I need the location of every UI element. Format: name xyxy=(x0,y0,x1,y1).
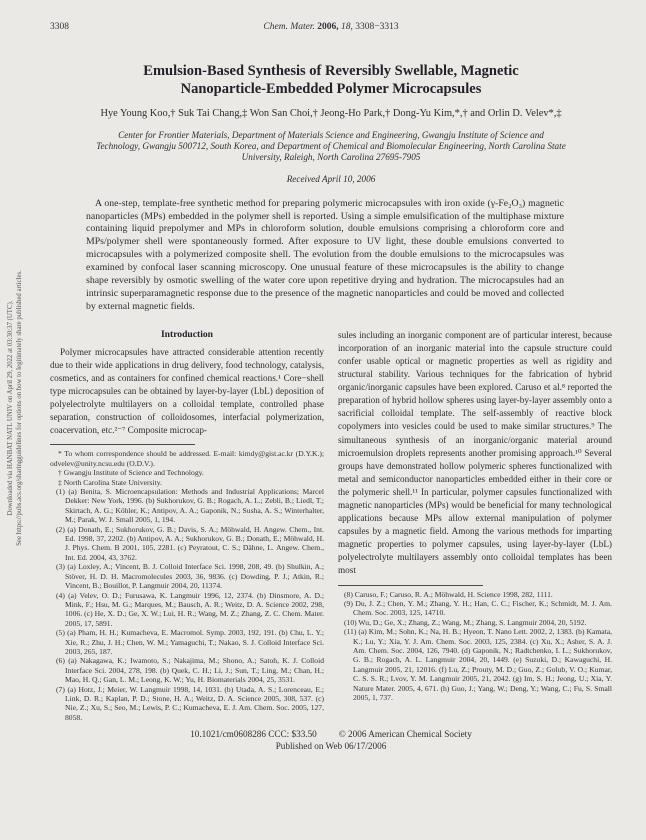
reference-10: (10) Wu, D.; Ge, X.; Zhang, Z.; Wang, M.; Zhang, S. Langmuir 2004, 20, 5192. xyxy=(344,617,587,627)
footnotes-left xyxy=(50,449,324,722)
section-heading-introduction: Introduction xyxy=(160,328,214,340)
reference-8: (8) Caruso, F.; Caruso, R. A.; Möhwald, H. Science 1998, 282, 1111. xyxy=(344,589,553,599)
journal-volume: 18, xyxy=(340,22,353,32)
footnote-rule-left xyxy=(50,444,195,445)
abstract: A one-step, template-free synthetic method for preparing polymeric microcapsules with iron oxide (γ-Fe₂O₃) magnetic nanoparticles (MPs) embedded in the polymer shell is reported. Using a simple emulsification of the multiphase mixture containing liquid prepolymer and MPs in chloroform solution, double emulsions comprising a chloroform core and MPs/polymer shell were spontaneously formed. After exposure to UV light, these double emulsions converted to microcapsules with a polymerized composite shell. The evolution from the double emulsions to the microcapsules was examined by confocal laser scanning microscopy. One unusual feature of these microcapsules is the ability to change shape reversibly by osmotic swelling of the water core upon repetitive drying and hydration. The microcapsules had an intrinsic superparamagnetic response due to the presence of the magnetic nanoparticles and could be moved and collected by external magnetic fields. xyxy=(86,197,564,312)
body-columns xyxy=(50,329,612,722)
page-number: 3308 xyxy=(50,22,69,32)
reference-7: (7) (a) Hotz, J.; Meier, W. Langmuir 1998, 14, 1031. (b) Utada, A. S.; Lorenceau, E.; Link, D. R.; Kaplan, P. D.; Stone, H. A.; Weitz, D. A. Science 2005, 308, 537. (c) Nie, Z.; Xu, S.; Seo, M.; Lewis, P. C.; Kumacheva, E. J. Am. Chem. Soc. 2005, 127, 8058. xyxy=(56,684,324,722)
reference-9: (9) Du, J. Z.; Chen, Y. M.; Zhang, Y. H.; Han, C. C.; Fischer, K.; Schmidt, M. J. Am. Chem. Soc. 2003, 125, 14710. xyxy=(344,598,612,618)
author-list: Hye Young Koo,† Suk Tai Chang,‡ Won San Choi,† Jeong-Ho Park,† Dong-Yu Kim,*,† and Orlin D. Velev*,‡ xyxy=(100,108,562,119)
page-footer xyxy=(50,729,612,752)
sharing-notice: See https://pubs.acs.org/sharingguidelines for options on how to legitimately share published articles. xyxy=(16,270,23,546)
intro-continuation-paragraph: sules including an inorganic component are of particular interest, because incorporation of an inorganic material into the capsule structure could confer usable optical or magnetic properties as well as rigidity and structural stability. Various techniques for the fabrication of hybrid organic/inorganic capsules have been explored. Caruso et al.⁸ reported the preparation of hybrid hollow spheres using layer-by-layer assembly onto a sacrificial colloidal template. The self-assembly of reactive block copolymers into vesicles could be used to make similar structures.⁹ The simultaneous synthesis of an inorganic/organic material around microemulsion droplets represents another promising approach.¹⁰ Several groups have demonstrated hollow polymeric spheres functionalized with metal and semiconductor nanoparticles embedded either in their core or the polymeric shell.¹¹ In particular, polymer capsules functionalized with magnetic nanoparticles (MPs) would be beneficial for many technological applications because MPs allow external manipulation of polymer capsules by a magnetic field. Among the various methods for imparting magnetic properties to polymer capsules, using layer-by-layer (LbL) polyelectrolyte multilayers assembly onto colloidal templates has been most xyxy=(338,329,612,576)
received-date: Received April 10, 2006 xyxy=(286,173,376,184)
right-column xyxy=(338,329,612,722)
published-on-web: Published on Web 06/17/2006 xyxy=(275,740,387,751)
affiliation: Center for Frontier Materials, Department of Materials Science and Engineering, Gwangju Institute of Science and Technology, Gwangju 500712, South Korea, and Department of Chemical and Biomolecular Engineering, North Carolina State University, Raleigh, North Carolina 27695-7905 xyxy=(96,130,566,163)
affiliation-note-dagger: † Gwangju Institute of Science and Technology. xyxy=(58,468,204,478)
doi-ccc: 10.1021/cm0608286 CCC: $33.50 xyxy=(190,729,317,740)
reference-4: (4) (a) Velev, O. D.; Furusawa, K. Langmuir 1996, 12, 2374. (b) Dinsmore, A. D.; Mink, F.; Hsu, M. G.; Marques, M.; Bausch, A. R.; Weitz, D. A. Science 2002, 298, 1006. (c) He, X. D.; Ge, X. W.; Lui, H. R.; Wang, M. Z.; Zhang, Z. C. Chem. Mater. 2005, 17, 5891. xyxy=(56,590,324,628)
footnote-rule-right xyxy=(338,585,483,586)
reference-3: (3) (a) Loxley, A.; Vincent, B. J. Colloid Interface Sci. 1998, 208, 49. (b) Shulkin, A.; Stöver, H. D. H. Macromolecules 2003, 36, 9836. (c) Dowding, P. J.; Atkin, R.; Vincent, B.; Bouillot, P. Langmuir 2004, 20, 11374. xyxy=(56,562,324,591)
journal-pages: 3308−3313 xyxy=(355,22,399,32)
reference-2: (2) (a) Donath, E.; Sukhorukov, G. B.; Davis, S. A.; Möhwald, H. Angew. Chem., Int. Ed. 1998, 37, 2202. (b) Antipov, A. A.; Sukhorukov, G. B.; Donath, E.; Möhwald, H. J. Phys. Chem. B 2001, 105, 2281. (c) Peyratout, C. S.; Dähne, L. Angew. Chem., Int. Ed. 2004, 43, 3762. xyxy=(56,524,324,562)
reference-11: (11) (a) Kim, M.; Sohn, K.; Na, H. B.; Hyeon, T. Nano Lett. 2002, 2, 1383. (b) Kamata, K.; Lu, Y.; Xia, Y. J. Am. Chem. Soc. 2003, 125, 2384. (c) Xu, X.; Asher, S. A. J. Am. Chem. Soc. 2004, 126, 7940. (d) Gaponik, N.; Radtchenko, I. L.; Sukhorukov, G. B.; Rogach, A. L. Langmuir 2004, 20, 1449. (e) Suzuki, D.; Kawaguchi, H. Langmuir 2005, 21, 12016. (f) Lu, Z.; Prouty, M. D.; Guo, Z.; Golub, V. O.; Kumar, C. S. S. R.; Lvov, Y. M. Langmuir 2005, 21, 2042. (g) Im, S. H.; Jeong, U.; Xia, Y. Nature Mater. 2005, 4, 671. (h) Guo, J.; Yang, W.; Deng, Y.; Wang, C.; Fu, S. Small 2005, 1, 737. xyxy=(344,627,612,703)
reference-1: (1) (a) Benita, S. Microencapsulation: Methods and Industrial Applications; Marcel Dekker: New York, 1996. (b) Sukhorukov, G. B.; Rogach, A. L.; Zebli, B.; Liedl, T.; Skirtach, A. G.; Köhler, K.; Antipov, A. A.; Gaponik, N.; Susha, A. S.; Winterhalter, M.; Parak, W. J. Small 2005, 1, 194. xyxy=(56,487,324,525)
footnotes-right xyxy=(338,590,612,703)
copyright: © 2006 American Chemical Society xyxy=(338,729,472,740)
left-column xyxy=(50,329,324,722)
doi-copyright-line xyxy=(50,729,612,741)
reference-5: (5) (a) Pham, H. H.; Kumacheva, E. Macromol. Symp. 2003, 192, 191. (b) Chu, L. Y.; Xie, R.; Zhu, J. H.; Chen, W. M.; Yamaguchi, T.; Nakao, S. J. Colloid Interface Sci. 2003, 265, 187. xyxy=(56,628,324,656)
journal-year: 2006, xyxy=(317,22,339,32)
journal-name: Chem. Mater. xyxy=(263,22,315,32)
affiliation-note-double-dagger: ‡ North Carolina State University. xyxy=(58,477,162,487)
running-head xyxy=(50,22,612,32)
journal-citation xyxy=(263,22,398,32)
article-title: Emulsion-Based Synthesis of Reversibly Swellable, Magnetic Nanoparticle-Embedded Polymer Microcapsules xyxy=(143,63,519,97)
correspondence-note: * To whom correspondence should be addressed. E-mail: kimdy@gist.ac.kr (D.Y.K.); odvelev@unity.ncsu.edu (O.D.V.). xyxy=(50,449,324,468)
reference-6: (6) (a) Nakagawa, K.; Iwamoto, S.; Nakajima, M.; Shono, A.; Satoh, K. J. Colloid Interface Sci. 2004, 278, 198. (b) Quek, C. H.; Li, J.; Sun, T.; Ling, M.; Chan, H.; Mao, H. Q.; Gan, L. M.; Leong, K. W.; Yu, H. Biomaterials 2004, 25, 3531. xyxy=(56,656,324,685)
intro-paragraph: Polymer microcapsules have attracted considerable attention recently due to their wide applications in drug delivery, food technology, catalysis, cosmetics, and as containers for confined chemical reactions.¹ Core−shell type microcapsules can be obtained by layer-by-layer (LbL) deposition of polyelectrolyte multilayers on a colloidal template, controlled phase separation, construction of colloidosomes, interfacial polymerization, coacervation, etc.²⁻⁷ Composite microcap- xyxy=(50,346,324,436)
rotated-sidebar-notice xyxy=(6,113,24,703)
download-notice: Downloaded via HANBAT NATL UNIV on April 29, 2022 at 03:30:37 (UTC). xyxy=(6,300,14,516)
